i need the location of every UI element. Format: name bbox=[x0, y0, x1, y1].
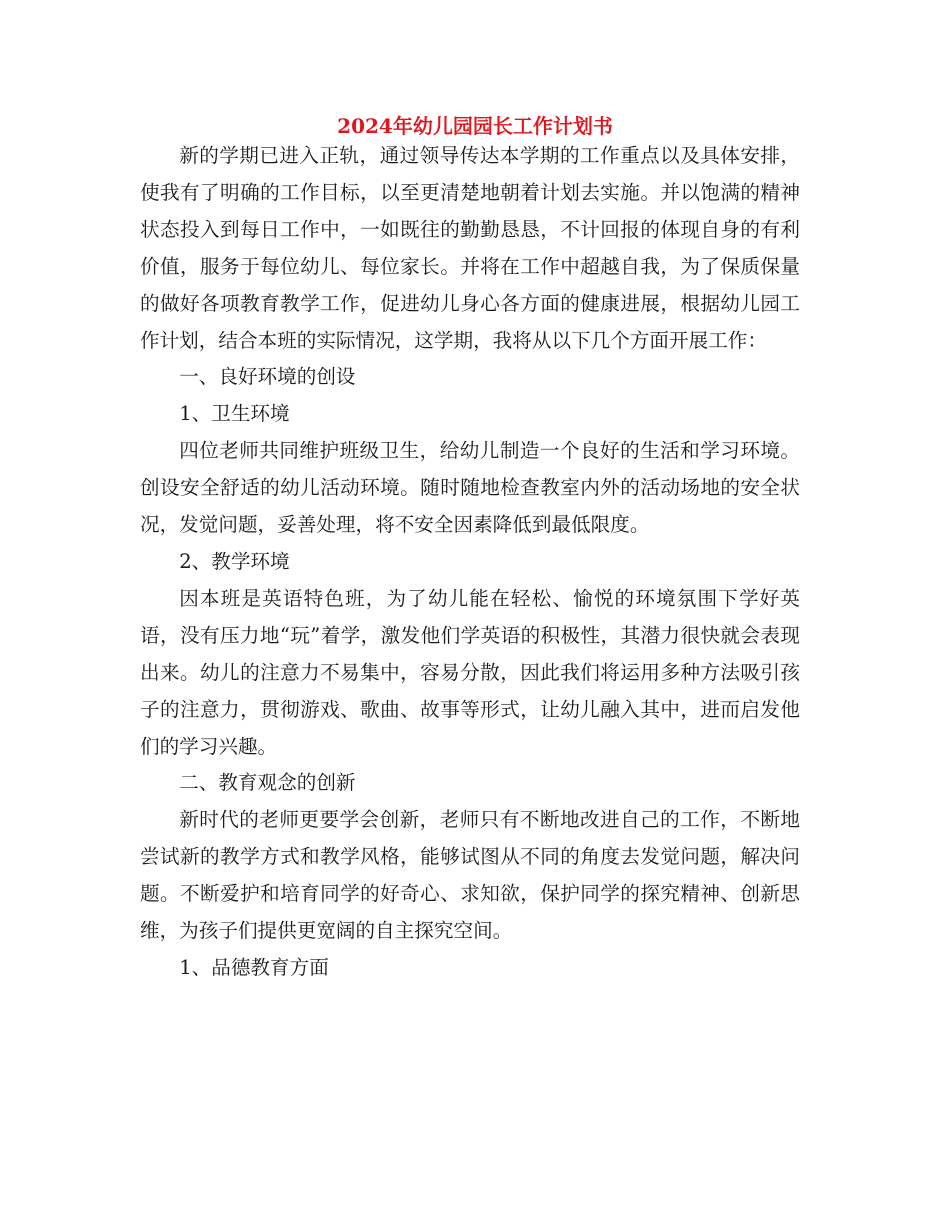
subsection-heading-moral: 1、品德教育方面 bbox=[179, 955, 329, 979]
innovation-paragraph: 新时代的老师更要学会创新，老师只有不断地改进自己的工作，不断地尝试新的教学方式和教学风格，能够试图从不同的角度去发觉问题，解决问题。不断爱护和培育同学的好奇心、求知欲，保护同学的探究精神、创新思维，为孩子们提供更宽阔的自主探究空间。 bbox=[140, 808, 800, 943]
teaching-paragraph: 因本班是英语特色班，为了幼儿能在轻松、愉悦的环境氛围下学好英语，没有压力地“玩”着学，激发他们学英语的积极性，其潜力很快就会表现出来。幼儿的注意力不易集中，容易分散，因此我们将运用多种方法吸引孩子的注意力，贯彻游戏、歌曲、故事等形式，让幼儿融入其中，进而启发他们的学习兴趣。 bbox=[140, 586, 800, 758]
intro-paragraph: 新的学期已进入正轨，通过领导传达本学期的工作重点以及具体安排，使我有了明确的工作目标，以至更清楚地朝着计划去实施。并以饱满的精神状态投入到每日工作中，一如既往的勤勤恳恳，不计回报的体现自身的有利价值，服务于每位幼儿、每位家长。并将在工作中超越自我，为了保质保量的做好各项教育教学工作，促进幼儿身心各方面的健康进展，根据幼儿园工作计划，结合本班的实际情况，这学期，我将从以下几个方面开展工作： bbox=[140, 144, 800, 352]
section-heading-environment: 一、良好环境的创设 bbox=[179, 365, 356, 389]
hygiene-paragraph: 四位老师共同维护班级卫生，给幼儿制造一个良好的生活和学习环境。创设安全舒适的幼儿活动环境。随时随地检查教室内外的活动场地的安全状况，发觉问题，妥善处理，将不安全因素降低到最低限度。 bbox=[140, 439, 800, 537]
document-title: 2024年幼儿园园长工作计划书 bbox=[337, 114, 613, 138]
document-body bbox=[140, 138, 800, 987]
subsection-heading-hygiene: 1、卫生环境 bbox=[179, 402, 290, 426]
section-heading-innovation: 二、教育观念的创新 bbox=[179, 771, 356, 795]
subsection-heading-teaching: 2、教学环境 bbox=[179, 549, 290, 573]
